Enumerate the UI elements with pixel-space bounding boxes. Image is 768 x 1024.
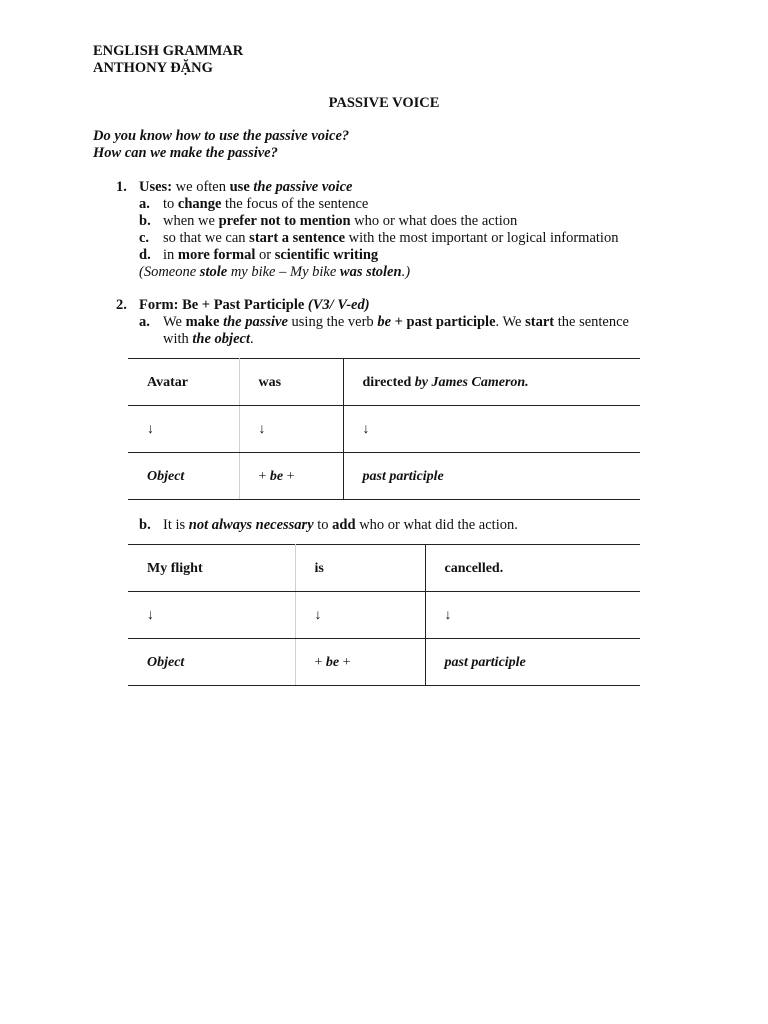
table-cell: cancelled. xyxy=(425,545,640,592)
table-cell: Avatar xyxy=(128,359,239,406)
question-2: How can we make the passive? xyxy=(93,145,278,161)
arrow-down-icon: ↓ xyxy=(128,592,295,639)
table-cell: past participle xyxy=(425,639,640,686)
uses-item-d: d. in more formal or scientific writing xyxy=(139,247,379,263)
table-cell: is xyxy=(295,545,425,592)
table-cell: past participle xyxy=(343,453,640,500)
intro-questions xyxy=(93,128,349,162)
table-cell: directed by James Cameron. xyxy=(343,359,640,406)
uses-heading: Uses: we often use the passive voice xyxy=(139,179,353,195)
page-title: PASSIVE VOICE xyxy=(328,95,440,111)
table-cell: + be + xyxy=(295,639,425,686)
form-item-a: a. We make the passive using the verb be + past participle. We start the sentence xyxy=(139,314,629,330)
uses-item-a: a. to change the focus of the sentence xyxy=(139,196,369,212)
uses-item-c: c. so that we can start a sentence with the most important or logical information xyxy=(139,230,619,246)
table-row xyxy=(128,639,640,686)
table-cell: was xyxy=(239,359,343,406)
form-item-b: b. It is not always necessary to add who or what did the action. xyxy=(139,517,518,533)
form-item-a-line2: with the object. xyxy=(163,331,254,347)
question-1: Do you know how to use the passive voice? xyxy=(93,128,350,144)
uses-example: (Someone stole my bike – My bike was stolen.) xyxy=(139,264,411,280)
table-row xyxy=(128,359,640,406)
arrow-down-icon: ↓ xyxy=(128,406,239,453)
table-cell: Object xyxy=(128,639,295,686)
header-author: ANTHONY ĐẶNG xyxy=(93,60,213,76)
header-subject: ENGLISH GRAMMAR xyxy=(93,43,244,59)
table-cell: Object xyxy=(128,453,239,500)
arrow-down-icon: ↓ xyxy=(343,406,640,453)
table-row xyxy=(128,545,640,592)
table-cell: My flight xyxy=(128,545,295,592)
arrow-down-icon: ↓ xyxy=(239,406,343,453)
table-cell: + be + xyxy=(239,453,343,500)
arrow-down-icon: ↓ xyxy=(425,592,640,639)
section-number-2: 2. xyxy=(116,297,127,313)
arrow-down-icon: ↓ xyxy=(295,592,425,639)
example-table-2 xyxy=(128,544,640,686)
document-header xyxy=(93,43,243,77)
uses-item-b: b. when we prefer not to mention who or what does the action xyxy=(139,213,518,229)
section-number-1: 1. xyxy=(116,179,127,195)
form-heading: Form: Be + Past Participle (V3/ V-ed) xyxy=(139,297,370,313)
table-row xyxy=(128,453,640,500)
table-row xyxy=(128,592,640,639)
example-table-1 xyxy=(128,358,640,500)
table-row xyxy=(128,406,640,453)
